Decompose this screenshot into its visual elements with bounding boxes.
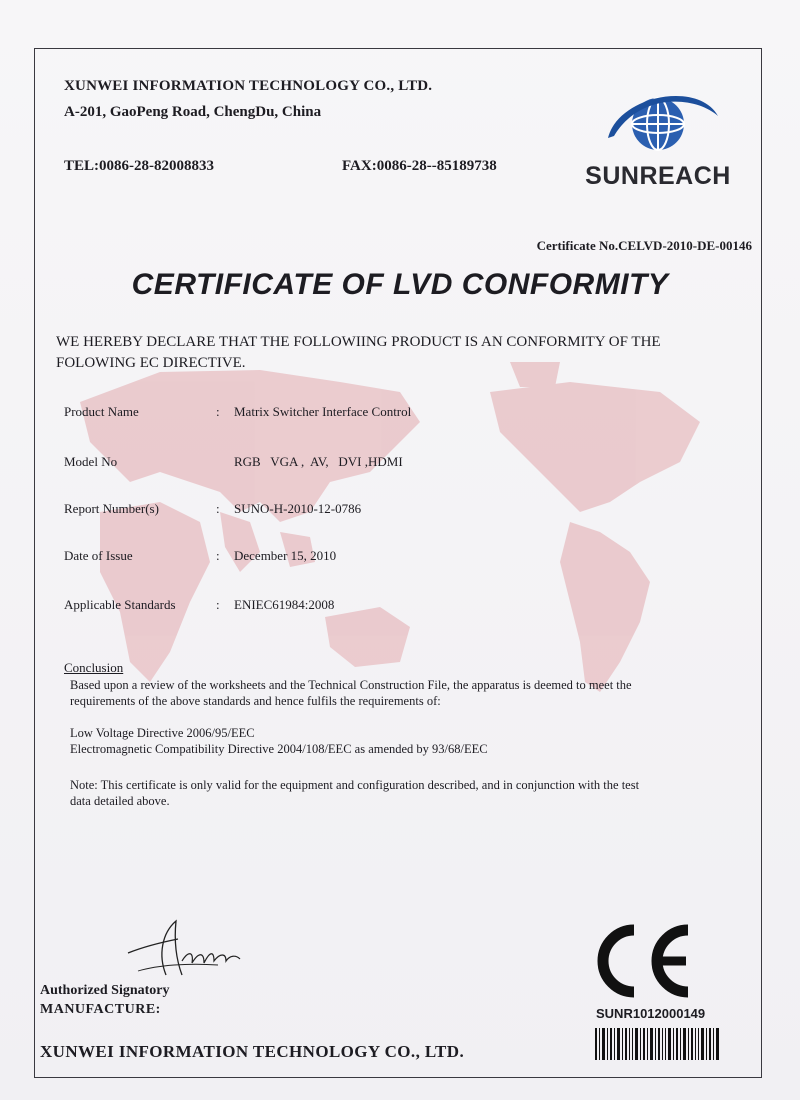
header-company: XUNWEI INFORMATION TECHNOLOGY CO., LTD. <box>64 78 433 94</box>
field-value-date-of-issue: December 15, 2010 <box>234 548 337 563</box>
field-colon: : <box>216 548 220 563</box>
sunreach-logo <box>578 86 738 192</box>
directive-emc: Electromagnetic Compatibility Directive 2004/108/EEC as amended by 93/68/EEC <box>70 742 488 756</box>
field-label-model-no: Model No <box>64 454 118 469</box>
header-fax: FAX:0086-28--85189738 <box>342 158 497 174</box>
declaration-line1: WE HEREBY DECLARE THAT THE FOLLOWIING PRODUCT IS AN CONFORMITY OF THE <box>56 334 661 350</box>
header-address: A-201, GaoPeng Road, ChengDu, China <box>64 104 322 120</box>
field-label-applicable-standards: Applicable Standards <box>64 597 176 612</box>
field-colon: : <box>216 597 220 612</box>
handwritten-signature <box>118 915 248 985</box>
declaration-line2: FOLOWING EC DIRECTIVE. <box>56 355 246 371</box>
conclusion-line2: requirements of the above standards and hence fulfils the requirements of: <box>70 694 441 708</box>
ce-mark-icon <box>588 920 698 1002</box>
field-colon: : <box>216 501 220 516</box>
certificate-title: CERTIFICATE OF LVD CONFORMITY <box>131 268 669 301</box>
conclusion-heading: Conclusion <box>64 660 124 675</box>
barcode <box>595 1028 721 1060</box>
field-value-applicable-standards: ENIEC61984:2008 <box>234 597 335 612</box>
authorized-signatory: Authorized Signatory <box>40 983 170 998</box>
field-label-report-number: Report Number(s) <box>64 501 159 516</box>
footer-company: XUNWEI INFORMATION TECHNOLOGY CO., LTD. <box>40 1042 465 1061</box>
globe-icon <box>608 96 718 150</box>
conclusion-line1: Based upon a review of the worksheets and the Technical Construction File, the apparatus is deemed to meet the <box>70 678 632 692</box>
header-tel: TEL:0086-28-82008833 <box>64 158 214 174</box>
field-value-model-no: RGB VGA , AV, DVI ,HDMI <box>234 454 403 469</box>
field-value-product-name: Matrix Switcher Interface Control <box>234 404 412 419</box>
note-line1: Note: This certificate is only valid for the equipment and configuration described, and in conjunction with the test <box>70 778 640 792</box>
field-label-date-of-issue: Date of Issue <box>64 548 133 563</box>
declaration <box>56 332 746 374</box>
field-value-report-number: SUNO-H-2010-12-0786 <box>234 501 362 516</box>
logo-text: SUNREACH <box>585 162 731 190</box>
field-label-product-name: Product Name <box>64 404 139 419</box>
note-line2: data detailed above. <box>70 794 170 808</box>
directive-lvd: Low Voltage Directive 2006/95/EEC <box>70 726 255 740</box>
field-colon: : <box>216 404 220 419</box>
manufacture-label: MANUFACTURE: <box>40 1002 161 1017</box>
ce-code: SUNR1012000149 <box>596 1006 706 1021</box>
certificate-number: Certificate No.CELVD-2010-DE-00146 <box>536 238 752 253</box>
